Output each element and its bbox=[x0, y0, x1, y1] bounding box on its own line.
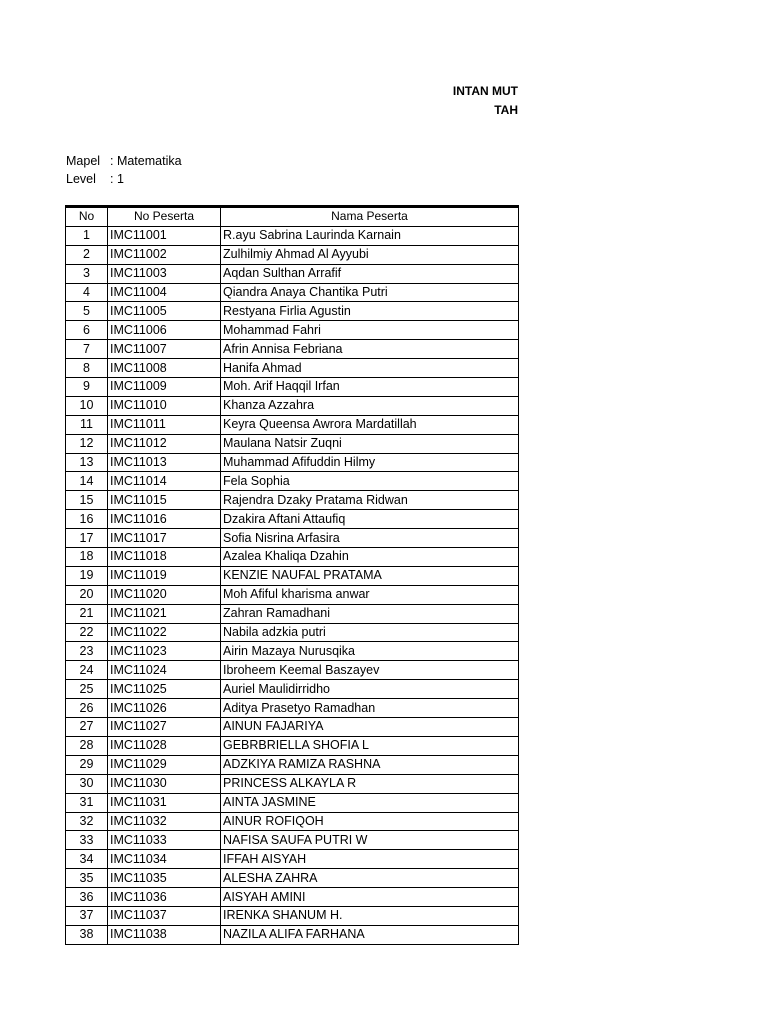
participant-name-cell: Dzakira Aftani Attaufiq bbox=[221, 510, 519, 529]
participant-id-cell: IMC11017 bbox=[108, 529, 221, 548]
row-number-cell: 8 bbox=[66, 359, 108, 378]
participant-name-cell: Zahran Ramadhani bbox=[221, 604, 519, 623]
level-label: Level bbox=[66, 172, 96, 186]
participant-name-cell: GEBRBRIELLA SHOFIA L bbox=[221, 736, 519, 755]
table-row bbox=[66, 888, 519, 907]
participant-id-cell: IMC11004 bbox=[108, 283, 221, 302]
column-header-participant-name: Nama Peserta bbox=[221, 207, 519, 227]
participant-id-cell: IMC11032 bbox=[108, 812, 221, 831]
table-row bbox=[66, 718, 519, 737]
participant-name-cell: ALESHA ZAHRA bbox=[221, 869, 519, 888]
table-row bbox=[66, 642, 519, 661]
participant-id-cell: IMC11031 bbox=[108, 793, 221, 812]
column-header-participant-id: No Peserta bbox=[108, 207, 221, 227]
participant-id-cell: IMC11014 bbox=[108, 472, 221, 491]
participant-name-cell: IFFAH AISYAH bbox=[221, 850, 519, 869]
row-number-cell: 22 bbox=[66, 623, 108, 642]
table-row bbox=[66, 264, 519, 283]
row-number-cell: 1 bbox=[66, 226, 108, 245]
row-number-cell: 38 bbox=[66, 925, 108, 944]
participant-id-cell: IMC11018 bbox=[108, 548, 221, 567]
participant-id-cell: IMC11015 bbox=[108, 491, 221, 510]
document-title-line-1: INTAN MUT bbox=[452, 84, 518, 98]
table-row bbox=[66, 623, 519, 642]
participant-name-cell: Auriel Maulidirridho bbox=[221, 680, 519, 699]
row-number-cell: 4 bbox=[66, 283, 108, 302]
participant-id-cell: IMC11011 bbox=[108, 415, 221, 434]
table-row bbox=[66, 321, 519, 340]
participant-id-cell: IMC11033 bbox=[108, 831, 221, 850]
row-number-cell: 33 bbox=[66, 831, 108, 850]
table-row bbox=[66, 755, 519, 774]
table-row bbox=[66, 491, 519, 510]
participant-id-cell: IMC11020 bbox=[108, 585, 221, 604]
participant-id-cell: IMC11034 bbox=[108, 850, 221, 869]
row-number-cell: 27 bbox=[66, 718, 108, 737]
table-row bbox=[66, 661, 519, 680]
participant-id-cell: IMC11005 bbox=[108, 302, 221, 321]
row-number-cell: 6 bbox=[66, 321, 108, 340]
table-row bbox=[66, 472, 519, 491]
table-row bbox=[66, 302, 519, 321]
row-number-cell: 16 bbox=[66, 510, 108, 529]
participant-id-cell: IMC11019 bbox=[108, 566, 221, 585]
table-row bbox=[66, 396, 519, 415]
participant-name-cell: Nabila adzkia putri bbox=[221, 623, 519, 642]
table-row bbox=[66, 548, 519, 567]
participant-name-cell: AINUR ROFIQOH bbox=[221, 812, 519, 831]
table-row bbox=[66, 793, 519, 812]
level-info bbox=[66, 172, 124, 186]
row-number-cell: 36 bbox=[66, 888, 108, 907]
participant-id-cell: IMC11002 bbox=[108, 245, 221, 264]
participant-id-cell: IMC11027 bbox=[108, 718, 221, 737]
participant-name-cell: Moh Afiful kharisma anwar bbox=[221, 585, 519, 604]
table-row bbox=[66, 699, 519, 718]
table-header-row bbox=[66, 207, 519, 227]
participant-id-cell: IMC11036 bbox=[108, 888, 221, 907]
participant-name-cell: KENZIE NAUFAL PRATAMA bbox=[221, 566, 519, 585]
participant-name-cell: Hanifa Ahmad bbox=[221, 359, 519, 378]
table-row bbox=[66, 774, 519, 793]
participant-id-cell: IMC11007 bbox=[108, 340, 221, 359]
participant-name-cell: Qiandra Anaya Chantika Putri bbox=[221, 283, 519, 302]
table-row bbox=[66, 340, 519, 359]
table-row bbox=[66, 359, 519, 378]
row-number-cell: 13 bbox=[66, 453, 108, 472]
table-row bbox=[66, 453, 519, 472]
participant-name-cell: Azalea Khaliqa Dzahin bbox=[221, 548, 519, 567]
row-number-cell: 12 bbox=[66, 434, 108, 453]
table-row bbox=[66, 850, 519, 869]
participant-name-cell: ADZKIYA RAMIZA RASHNA bbox=[221, 755, 519, 774]
participant-name-cell: Afrin Annisa Febriana bbox=[221, 340, 519, 359]
participant-id-cell: IMC11037 bbox=[108, 906, 221, 925]
table-row bbox=[66, 736, 519, 755]
column-header-no: No bbox=[66, 207, 108, 227]
row-number-cell: 9 bbox=[66, 378, 108, 397]
participant-name-cell: Restyana Firlia Agustin bbox=[221, 302, 519, 321]
participant-id-cell: IMC11021 bbox=[108, 604, 221, 623]
participant-name-cell: Zulhilmiy Ahmad Al Ayyubi bbox=[221, 245, 519, 264]
participant-name-cell: Khanza Azzahra bbox=[221, 396, 519, 415]
participant-id-cell: IMC11013 bbox=[108, 453, 221, 472]
row-number-cell: 10 bbox=[66, 396, 108, 415]
table-row bbox=[66, 434, 519, 453]
row-number-cell: 32 bbox=[66, 812, 108, 831]
row-number-cell: 37 bbox=[66, 906, 108, 925]
participant-id-cell: IMC11001 bbox=[108, 226, 221, 245]
participant-name-cell: R.ayu Sabrina Laurinda Karnain bbox=[221, 226, 519, 245]
row-number-cell: 24 bbox=[66, 661, 108, 680]
participant-name-cell: Mohammad Fahri bbox=[221, 321, 519, 340]
participant-name-cell: Keyra Queensa Awrora Mardatillah bbox=[221, 415, 519, 434]
row-number-cell: 31 bbox=[66, 793, 108, 812]
participant-table bbox=[65, 205, 519, 945]
participant-name-cell: Aqdan Sulthan Arrafif bbox=[221, 264, 519, 283]
participant-id-cell: IMC11006 bbox=[108, 321, 221, 340]
participant-name-cell: Muhammad Afifuddin Hilmy bbox=[221, 453, 519, 472]
row-number-cell: 23 bbox=[66, 642, 108, 661]
row-number-cell: 35 bbox=[66, 869, 108, 888]
table-row bbox=[66, 831, 519, 850]
document-title-line-2: TAH bbox=[494, 103, 518, 117]
participant-id-cell: IMC11025 bbox=[108, 680, 221, 699]
participant-name-cell: AINTA JASMINE bbox=[221, 793, 519, 812]
row-number-cell: 2 bbox=[66, 245, 108, 264]
participant-id-cell: IMC11008 bbox=[108, 359, 221, 378]
participant-name-cell: Aditya Prasetyo Ramadhan bbox=[221, 699, 519, 718]
table-row bbox=[66, 906, 519, 925]
participant-id-cell: IMC11038 bbox=[108, 925, 221, 944]
table-row bbox=[66, 529, 519, 548]
table-body bbox=[66, 226, 519, 944]
table-row bbox=[66, 869, 519, 888]
participant-id-cell: IMC11012 bbox=[108, 434, 221, 453]
row-number-cell: 34 bbox=[66, 850, 108, 869]
row-number-cell: 28 bbox=[66, 736, 108, 755]
participant-name-cell: Airin Mazaya Nurusqika bbox=[221, 642, 519, 661]
table-row bbox=[66, 680, 519, 699]
participant-id-cell: IMC11016 bbox=[108, 510, 221, 529]
participant-name-cell: NAFISA SAUFA PUTRI W bbox=[221, 831, 519, 850]
participant-id-cell: IMC11035 bbox=[108, 869, 221, 888]
subject-info bbox=[66, 154, 182, 168]
table-row bbox=[66, 378, 519, 397]
participant-id-cell: IMC11030 bbox=[108, 774, 221, 793]
table-row bbox=[66, 226, 519, 245]
row-number-cell: 11 bbox=[66, 415, 108, 434]
participant-name-cell: AISYAH AMINI bbox=[221, 888, 519, 907]
participant-name-cell: Sofia Nisrina Arfasira bbox=[221, 529, 519, 548]
participant-id-cell: IMC11028 bbox=[108, 736, 221, 755]
participant-id-cell: IMC11026 bbox=[108, 699, 221, 718]
participant-name-cell: NAZILA ALIFA FARHANA bbox=[221, 925, 519, 944]
table-row bbox=[66, 510, 519, 529]
participant-name-cell: Ibroheem Keemal Baszayev bbox=[221, 661, 519, 680]
subject-value: : Matematika bbox=[110, 154, 182, 168]
participant-name-cell: Fela Sophia bbox=[221, 472, 519, 491]
table-row bbox=[66, 812, 519, 831]
row-number-cell: 26 bbox=[66, 699, 108, 718]
participant-name-cell: AINUN FAJARIYA bbox=[221, 718, 519, 737]
table-row bbox=[66, 283, 519, 302]
table-row bbox=[66, 925, 519, 944]
row-number-cell: 5 bbox=[66, 302, 108, 321]
participant-id-cell: IMC11029 bbox=[108, 755, 221, 774]
row-number-cell: 15 bbox=[66, 491, 108, 510]
row-number-cell: 20 bbox=[66, 585, 108, 604]
participant-id-cell: IMC11003 bbox=[108, 264, 221, 283]
row-number-cell: 14 bbox=[66, 472, 108, 491]
participant-name-cell: Maulana Natsir Zuqni bbox=[221, 434, 519, 453]
row-number-cell: 30 bbox=[66, 774, 108, 793]
participant-name-cell: Moh. Arif Haqqil Irfan bbox=[221, 378, 519, 397]
participant-id-cell: IMC11023 bbox=[108, 642, 221, 661]
participant-name-cell: IRENKA SHANUM H. bbox=[221, 906, 519, 925]
participant-id-cell: IMC11010 bbox=[108, 396, 221, 415]
participant-name-cell: Rajendra Dzaky Pratama Ridwan bbox=[221, 491, 519, 510]
table-row bbox=[66, 585, 519, 604]
level-value: : 1 bbox=[110, 172, 124, 186]
participant-id-cell: IMC11024 bbox=[108, 661, 221, 680]
row-number-cell: 3 bbox=[66, 264, 108, 283]
row-number-cell: 18 bbox=[66, 548, 108, 567]
row-number-cell: 29 bbox=[66, 755, 108, 774]
row-number-cell: 7 bbox=[66, 340, 108, 359]
row-number-cell: 17 bbox=[66, 529, 108, 548]
table-row bbox=[66, 604, 519, 623]
participant-id-cell: IMC11022 bbox=[108, 623, 221, 642]
row-number-cell: 19 bbox=[66, 566, 108, 585]
table-row bbox=[66, 245, 519, 264]
row-number-cell: 21 bbox=[66, 604, 108, 623]
participant-name-cell: PRINCESS ALKAYLA R bbox=[221, 774, 519, 793]
subject-label: Mapel bbox=[66, 154, 101, 168]
table-row bbox=[66, 415, 519, 434]
row-number-cell: 25 bbox=[66, 680, 108, 699]
participant-id-cell: IMC11009 bbox=[108, 378, 221, 397]
table-row bbox=[66, 566, 519, 585]
